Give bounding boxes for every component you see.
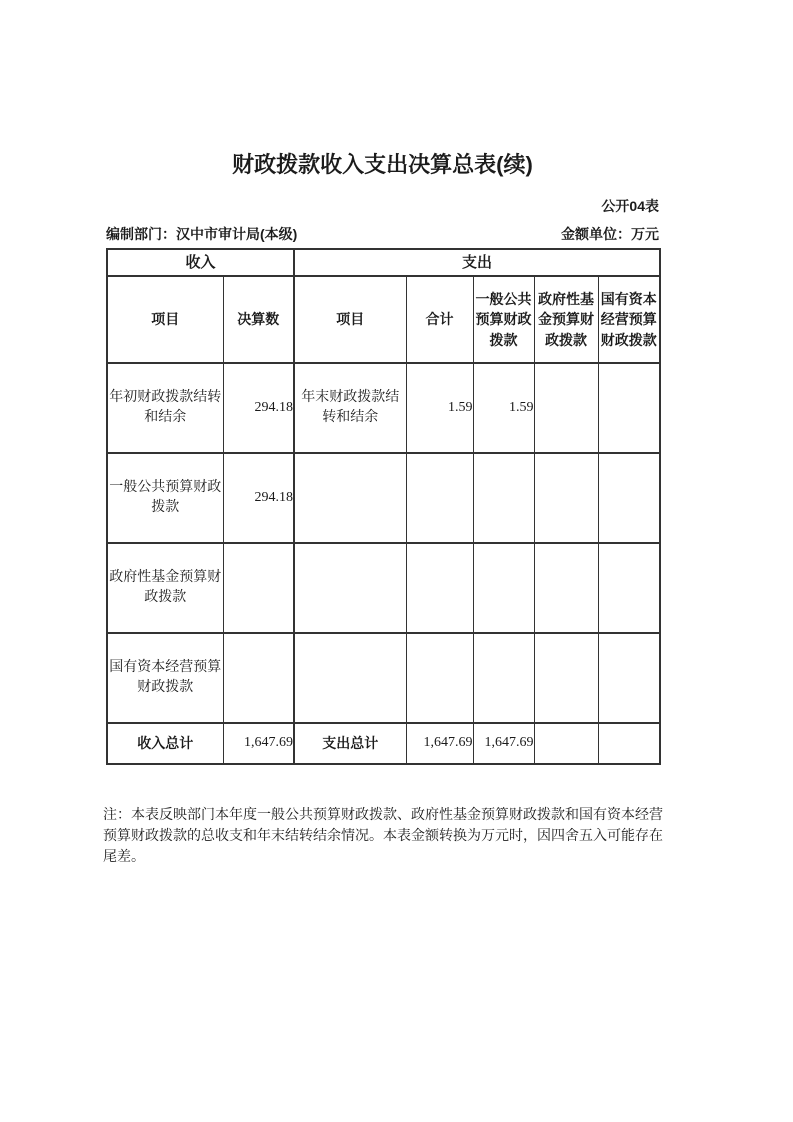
footnote: 注：本表反映部门本年度一般公共预算财政拨款、政府性基金预算财政拨款和国有资本经营预算财政拨款的总收支和年末结转结余情况。本表金额转换为万元时，因四舍五入可能存在尾差。 xyxy=(103,808,663,865)
col-header-total: 合计 xyxy=(406,276,473,363)
gov-fund-cell xyxy=(534,543,598,633)
col-header-state-capital-budget: 国有资本经营预算财政拨款 xyxy=(598,276,660,363)
table-row xyxy=(107,453,660,543)
meta-row xyxy=(106,224,659,244)
income-item-cell: 国有资本经营预算财政拨款 xyxy=(107,633,223,723)
income-amount-cell xyxy=(223,543,294,633)
table-row xyxy=(107,543,660,633)
expense-total-cell xyxy=(406,543,473,633)
gov-fund-total-value xyxy=(534,723,598,764)
income-group-header: 收入 xyxy=(107,249,294,276)
expense-total-cell xyxy=(406,453,473,543)
col-header-income-item: 项目 xyxy=(107,276,223,363)
income-total-value: 1,647.69 xyxy=(223,723,294,764)
general-budget-total-value: 1,647.69 xyxy=(473,723,534,764)
col-header-general-public-budget: 一般公共预算财政拨款 xyxy=(473,276,534,363)
expense-item-cell xyxy=(294,543,406,633)
income-total-label: 收入总计 xyxy=(107,723,223,764)
income-item-cell: 年初财政拨款结转和结余 xyxy=(107,363,223,453)
general-budget-cell xyxy=(473,453,534,543)
general-budget-cell: 1.59 xyxy=(473,363,534,453)
state-capital-cell xyxy=(598,453,660,543)
expense-total-value: 1,647.69 xyxy=(406,723,473,764)
state-capital-total-value xyxy=(598,723,660,764)
income-item-cell: 一般公共预算财政拨款 xyxy=(107,453,223,543)
page-title: 财政拨款收入支出决算总表(续) xyxy=(232,152,533,177)
gov-fund-cell xyxy=(534,633,598,723)
income-amount-cell: 294.18 xyxy=(223,453,294,543)
expense-item-cell xyxy=(294,453,406,543)
group-header-row xyxy=(107,249,660,276)
col-header-final-amount: 决算数 xyxy=(223,276,294,363)
expense-item-cell: 年末财政拨款结转和结余 xyxy=(294,363,406,453)
expense-group-header: 支出 xyxy=(294,249,660,276)
state-capital-cell xyxy=(598,543,660,633)
income-item-cell: 政府性基金预算财政拨款 xyxy=(107,543,223,633)
table-row xyxy=(107,363,660,453)
expense-item-cell xyxy=(294,633,406,723)
income-amount-cell: 294.18 xyxy=(223,363,294,453)
general-budget-cell xyxy=(473,633,534,723)
state-capital-cell xyxy=(598,363,660,453)
expense-total-cell: 1.59 xyxy=(406,363,473,453)
table-row xyxy=(107,633,660,723)
column-header-row xyxy=(107,276,660,363)
gov-fund-cell xyxy=(534,453,598,543)
fiscal-summary-table xyxy=(106,248,661,765)
unit-label: 金额单位：万元 xyxy=(561,226,659,242)
gov-fund-cell xyxy=(534,363,598,453)
state-capital-cell xyxy=(598,633,660,723)
income-amount-cell xyxy=(223,633,294,723)
table-code-label: 公开04表 xyxy=(601,198,659,214)
expense-total-cell xyxy=(406,633,473,723)
col-header-expense-item: 项目 xyxy=(294,276,406,363)
general-budget-cell xyxy=(473,543,534,633)
prepared-by-label: 编制部门：汉中市审计局(本级) xyxy=(106,226,298,242)
expense-total-label: 支出总计 xyxy=(294,723,406,764)
totals-row xyxy=(107,723,660,764)
col-header-gov-fund-budget: 政府性基金预算财政拨款 xyxy=(534,276,598,363)
